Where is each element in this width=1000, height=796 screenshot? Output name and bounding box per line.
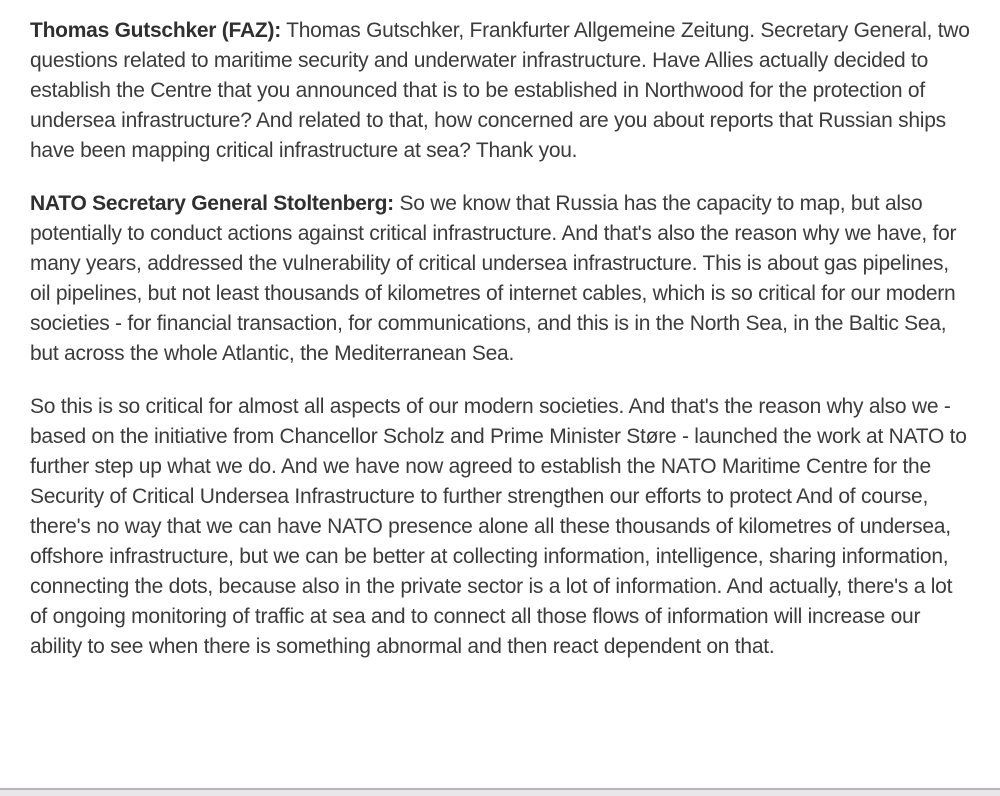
paragraph-answer-continued [30, 392, 970, 662]
speaker-name-stoltenberg: NATO Secretary General Stoltenberg: [30, 192, 394, 215]
paragraph-text: So we know that Russia has the capacity to map, but also potentially to conduct actions against critical infrastructure. And that's also the reason why we have, for many years, addressed the vulnerability of critical undersea infrastructure. This is about gas pipelines, oil pipelines, but not least thousands of kilometres of internet cables, which is so critical for our modern societies - for financial transaction, for communications, and this is in the North Sea, in the Baltic Sea, but across the whole Atlantic, the Mediterranean Sea. [30, 192, 957, 365]
speaker-name-gutschker: Thomas Gutschker (FAZ): [30, 19, 281, 42]
window-bottom-edge [0, 788, 1000, 796]
paragraph-question [30, 16, 970, 166]
paragraph-answer [30, 189, 970, 369]
paragraph-text: So this is so critical for almost all aspects of our modern societies. And that's the reason why also we - based on the initiative from Chancellor Scholz and Prime Minister Støre - launched the work at NATO to further step up what we do. And we have now agreed to establish the NATO Maritime Centre for the Security of Critical Undersea Infrastructure to further strengthen our efforts to protect And of course, there's no way that we can have NATO presence alone all these thousands of kilometres of undersea, offshore infrastructure, but we can be better at collecting information, intelligence, sharing information, connecting the dots, because also in the private sector is a lot of information. And actually, there's a lot of ongoing monitoring of traffic at sea and to connect all those flows of information will increase our ability to see when there is something abnormal and then react dependent on that. [30, 395, 967, 658]
paragraph-text: Thomas Gutschker, Frankfurter Allgemeine Zeitung. Secretary General, two questions related to maritime security and underwater infrastructure. Have Allies actually decided to establish the Centre that you announced that is to be established in Northwood for the protection of undersea infrastructure? And related to that, how concerned are you about reports that Russian ships have been mapping critical infrastructure at sea? Thank you. [30, 19, 970, 162]
